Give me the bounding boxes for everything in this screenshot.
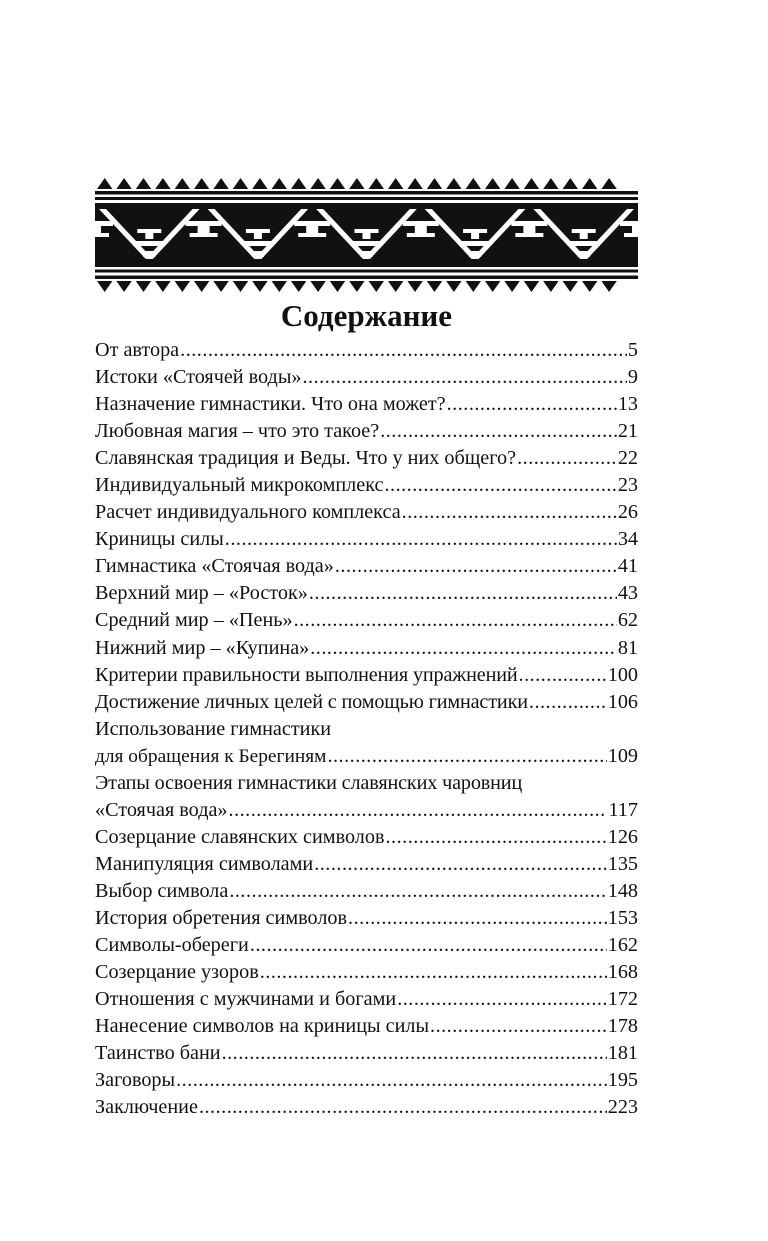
toc-entry-title: Нанесение символов на криницы силы [95, 1015, 430, 1038]
toc-leader-dots [309, 580, 617, 607]
toc-entry-page: 41 [617, 555, 638, 578]
toc-entry-title: Верхний мир – «Росток» [95, 582, 308, 605]
toc-entry-page: 195 [607, 1069, 638, 1092]
toc-entry-page: 117 [608, 798, 638, 821]
toc-leader-dots [430, 1013, 607, 1040]
toc-entry-title: Криницы силы [95, 528, 224, 551]
toc-entry [95, 418, 638, 445]
toc-leader-dots [519, 662, 607, 689]
toc-entry [95, 364, 638, 391]
toc-leader-dots [380, 418, 617, 445]
toc-entry [95, 580, 638, 607]
slavic-ornament-band-icon [95, 176, 638, 294]
toc-entry [95, 905, 638, 932]
toc-leader-dots [314, 851, 607, 878]
toc-entry-title: для обращения к Берегиням [95, 745, 327, 767]
toc-leader-dots [335, 553, 617, 580]
toc-entry-title: Средний мир – «Пень» [95, 609, 293, 632]
toc-entry [95, 1067, 638, 1094]
toc-entry-title: Индивидуальный микрокомплекс [95, 474, 384, 497]
toc-entry-title: Славянская традиция и Веды. Что у них общего? [95, 447, 517, 470]
toc-entry-page: 148 [607, 879, 638, 902]
toc-entry-title: Критерии правильности выполнения упражнений [95, 663, 518, 686]
toc-entry-page: 126 [607, 825, 638, 848]
toc-entry-title: Заключение [95, 1096, 198, 1119]
toc-entry-page: 13 [617, 393, 638, 416]
toc-leader-dots [225, 526, 617, 553]
toc-leader-dots [180, 337, 627, 364]
toc-entry-page: 109 [607, 744, 638, 767]
toc-leader-dots [529, 689, 607, 716]
toc-entry-title: Истоки «Стоячей воды» [95, 366, 302, 389]
toc-entry-title: История обретения символов [95, 906, 348, 929]
toc-leader-dots [384, 472, 616, 499]
toc-entry [95, 851, 638, 878]
toc-entry-title: «Стоячая вода» [95, 798, 228, 821]
toc-entry-title: Манипуляция символами [95, 852, 314, 875]
toc-entry-page: 162 [607, 934, 638, 957]
toc-entry [95, 824, 638, 851]
toc-leader-dots [303, 364, 627, 391]
page-title: Содержание [280, 298, 453, 333]
toc-entry [95, 689, 638, 716]
toc-entry-title: Достижение личных целей с помощью гимнастики [95, 690, 528, 713]
toc-entry-page: 9 [627, 366, 638, 389]
toc-entry [95, 526, 638, 553]
toc-entry-title: Таинство бани [95, 1042, 221, 1065]
ornament-top-triangles [97, 178, 617, 189]
toc-leader-dots [260, 959, 607, 986]
toc-entry [95, 1013, 638, 1040]
toc-entry [95, 499, 638, 526]
toc-entry-page: 62 [617, 609, 638, 632]
toc-leader-dots [229, 797, 608, 824]
toc-entry-title: Назначение гимнастики. Что она может? [95, 393, 446, 416]
toc-entry [95, 716, 638, 743]
toc-entry [95, 959, 638, 986]
toc-entry-page: 81 [617, 636, 638, 659]
toc-leader-dots [250, 932, 607, 959]
toc-leader-dots [397, 986, 607, 1013]
toc-leader-dots [294, 607, 617, 634]
toc-leader-dots [386, 824, 607, 851]
toc-entry-title: Созерцание узоров [95, 961, 259, 984]
toc-leader-dots [517, 445, 617, 472]
toc-entry-title: Символы-обереги [95, 934, 249, 957]
table-of-contents [95, 337, 638, 1121]
toc-entry [95, 932, 638, 959]
toc-entry-page: 106 [607, 690, 638, 713]
toc-entry-page: 43 [617, 582, 638, 605]
toc-entry-title: Гимнастика «Стоячая вода» [95, 555, 334, 578]
toc-entry-page: 22 [617, 447, 638, 470]
toc-entry-title: От автора [95, 339, 180, 361]
toc-leader-dots [310, 635, 617, 662]
toc-leader-dots [176, 1067, 607, 1094]
toc-entry-page: 178 [607, 1015, 638, 1038]
toc-entry-page: 172 [607, 988, 638, 1011]
toc-entry-title: Расчет индивидуального комплекса [95, 501, 401, 524]
toc-entry-page: 34 [617, 528, 638, 551]
toc-entry-page: 23 [617, 474, 638, 497]
toc-entry-title: Созерцание славянских символов [95, 825, 385, 848]
toc-entry [95, 391, 638, 418]
toc-entry-page: 223 [607, 1096, 638, 1119]
toc-entry-title: Выбор символа [95, 879, 229, 902]
toc-entry-page: 5 [627, 339, 638, 361]
toc-entry [95, 553, 638, 580]
toc-entry [95, 337, 638, 364]
ornament-bottom-triangles [97, 281, 617, 292]
toc-entry-page: 181 [607, 1042, 638, 1065]
toc-entry-title: Заговоры [95, 1069, 176, 1092]
toc-entry-title: Отношения с мужчинами и богами [95, 988, 397, 1011]
toc-entry [95, 1094, 638, 1121]
toc-entry [95, 878, 638, 905]
toc-entry-title: Использование гимнастики [95, 717, 332, 740]
toc-entry-page: 21 [617, 420, 638, 443]
toc-leader-dots [348, 905, 607, 932]
toc-entry-page: 153 [607, 906, 638, 929]
toc-entry-page: 26 [617, 501, 638, 524]
toc-leader-dots [199, 1094, 607, 1121]
toc-entry [95, 743, 638, 770]
toc-entry [95, 986, 638, 1013]
toc-leader-dots [229, 878, 606, 905]
toc-entry [95, 770, 638, 797]
toc-entry-title: Этапы освоения гимнастики славянских чаровниц [95, 771, 523, 794]
toc-entry-title: Любовная магия – что это такое? [95, 420, 380, 443]
toc-entry-page: 168 [607, 961, 638, 984]
toc-entry [95, 1040, 638, 1067]
toc-entry [95, 662, 638, 689]
toc-entry-page: 100 [607, 663, 638, 686]
toc-leader-dots [402, 499, 617, 526]
toc-entry [95, 797, 638, 824]
toc-entry-page: 135 [607, 852, 638, 875]
toc-entry [95, 635, 638, 662]
toc-leader-dots [222, 1040, 607, 1067]
toc-leader-dots [327, 743, 606, 770]
toc-entry [95, 607, 638, 634]
toc-entry [95, 472, 638, 499]
toc-leader-dots [447, 391, 617, 418]
toc-entry [95, 445, 638, 472]
toc-entry-title: Нижний мир – «Купина» [95, 636, 310, 659]
